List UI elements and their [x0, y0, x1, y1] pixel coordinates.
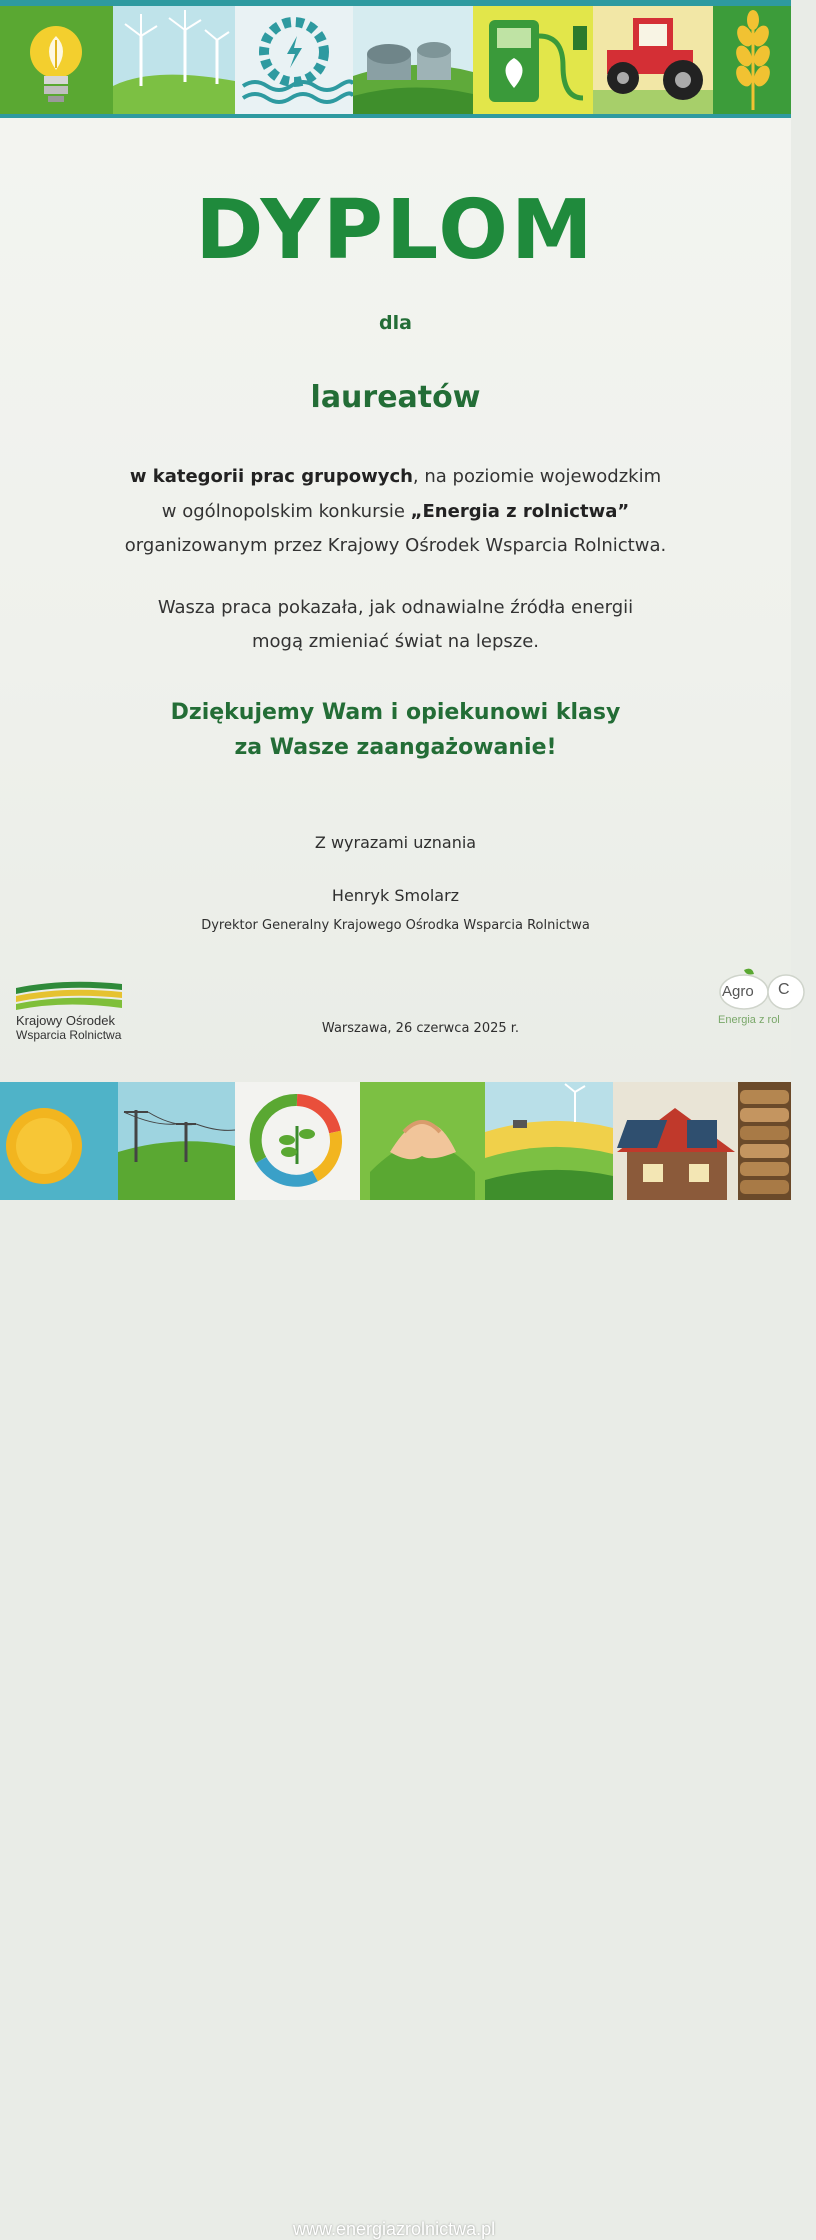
recycle-plant-icon	[235, 1082, 360, 1200]
wind-turbines-icon	[113, 6, 235, 114]
handshake-icon	[360, 1082, 485, 1200]
agro-logo	[714, 966, 791, 1036]
top-illustration-banner	[0, 0, 791, 118]
for-word: dla	[379, 312, 412, 334]
fuel-pump-leaf-icon	[473, 6, 593, 114]
signatory-name: Henryk Smolarz	[331, 886, 460, 905]
level-text: , na poziomie wojewodzkim	[412, 466, 662, 487]
diploma-title: DYPLOM	[195, 183, 596, 278]
contest-intro-text: w ogólnopolskim konkursie	[161, 501, 411, 522]
kowr-line2: Wsparcia Rolnictwa	[16, 1028, 122, 1042]
bottom-illustration-banner	[0, 1082, 791, 2239]
agro-text: Agro	[722, 983, 754, 1000]
paragraph2-line1: Wasza praca pokazała, jak odnawialne źródła energii	[157, 597, 634, 618]
agro-tagline: Energia z rol	[718, 1014, 780, 1026]
tractor-icon	[593, 6, 713, 114]
wheat-icon	[713, 6, 791, 114]
agro-second-text: C	[778, 981, 790, 998]
lightbulb-leaf-icon	[0, 6, 113, 114]
paragraph2-line2: mogą zmieniać świat na lepsze.	[251, 631, 540, 652]
firewood-icon	[738, 1082, 791, 1200]
paragraph1-line3: organizowanym przez Krajowy Ośrodek Wsparcia Rolnictwa.	[124, 535, 667, 556]
thanks-line1: Dziękujemy Wam i opiekunowi klasy	[170, 700, 621, 725]
closing-text: Z wyrazami uznania	[314, 833, 477, 852]
kowr-fields-icon	[14, 978, 124, 1014]
paragraph1-line1	[0, 466, 791, 487]
recipient-heading: laureatów	[310, 380, 481, 415]
website-link[interactable]: www.energiazrolnictwa.pl	[293, 2219, 496, 2239]
signatory-title: Dyrektor Generalny Krajowego Ośrodka Wsparcia Rolnictwa	[201, 918, 590, 933]
kowr-line1: Krajowy Ośrodek	[16, 1013, 115, 1028]
biogas-plant-icon	[353, 6, 473, 114]
category-text: w kategorii prac grupowych	[129, 466, 413, 487]
paragraph1-line2	[0, 501, 791, 522]
kowr-logo	[14, 978, 154, 1048]
sun-icon	[0, 1082, 118, 1200]
thanks-line2: za Wasze zaangażowanie!	[234, 735, 557, 760]
solar-house-icon	[613, 1082, 738, 1200]
power-lines-icon	[118, 1082, 235, 1200]
hydro-power-gear-icon	[235, 6, 353, 114]
fields-turbines-icon	[485, 1082, 613, 1200]
place-date: Warszawa, 26 czerwca 2025 r.	[321, 1021, 520, 1036]
contest-name: „Energia z rolnictwa”	[410, 501, 630, 522]
